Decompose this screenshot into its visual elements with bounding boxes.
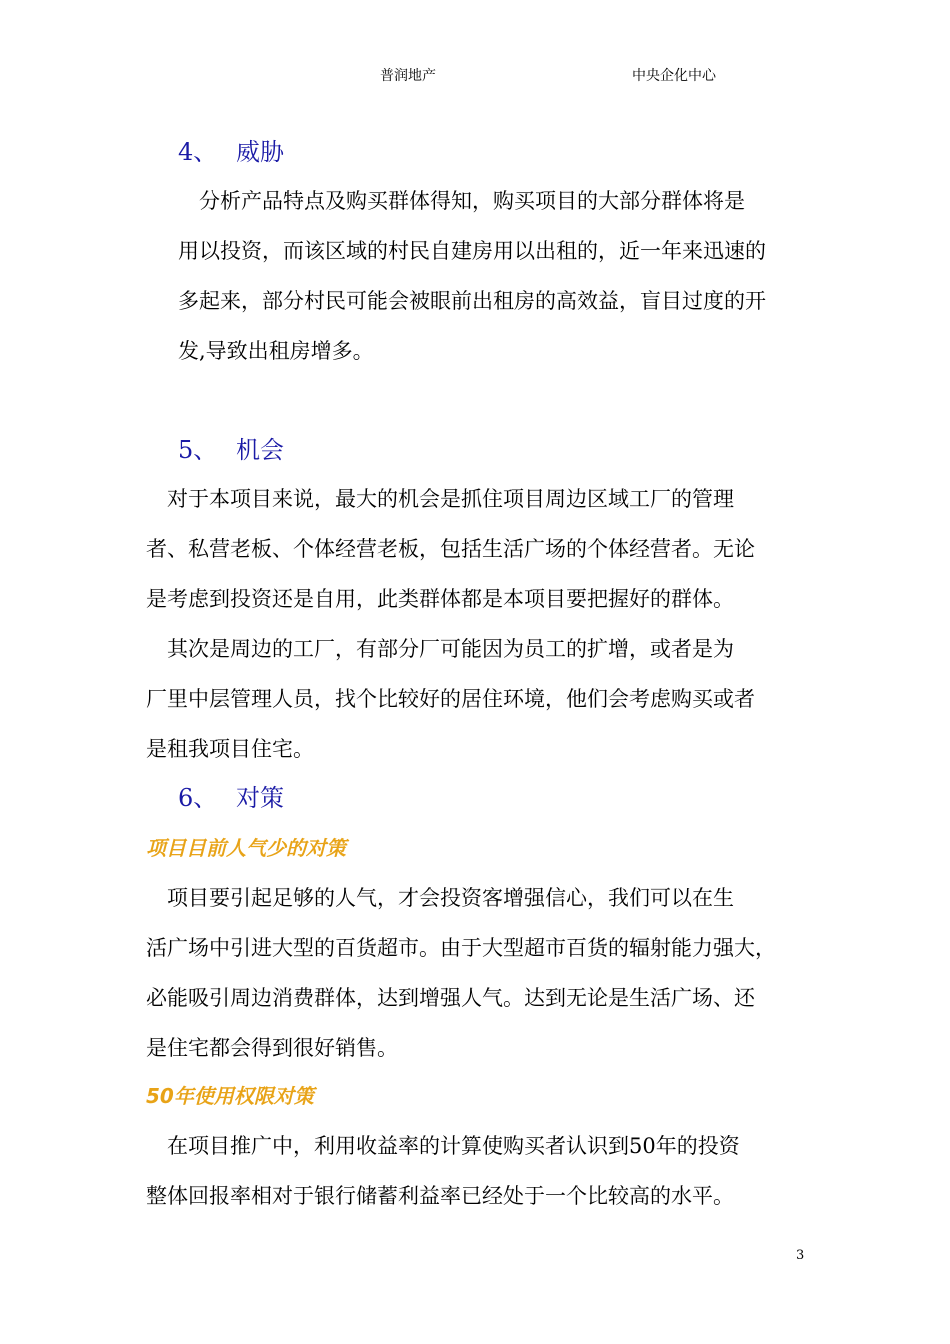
paragraph-line: 多起来，部分村民可能会被眼前出租房的高效益，盲目过度的开 <box>178 289 766 313</box>
paragraph-line: 是考虑到投资还是自用，此类群体都是本项目要把握好的群体。 <box>146 587 734 611</box>
section-5-number: 5、 <box>178 436 218 464</box>
popularity-paragraph <box>146 873 776 1073</box>
paragraph-line: 是租我项目住宅。 <box>146 737 314 761</box>
section-6-title: 对策 <box>236 784 284 812</box>
paragraph-line: 是住宅都会得到很好销售。 <box>146 1036 398 1060</box>
section-5-paragraph-1 <box>146 474 755 624</box>
paragraph-line: 整体回报率相对于银行储蓄利益率已经处于一个比较高的水平。 <box>146 1184 734 1208</box>
paragraph-line: 者、私营老板、个体经营老板，包括生活广场的个体经营者。无论 <box>146 537 755 561</box>
paragraph-line: 对于本项目来说，最大的机会是抓住项目周边区域工厂的管理 <box>146 487 734 511</box>
header-company: 普润地产 <box>380 68 436 84</box>
subheading-usage-rights: 50年使用权限对策 <box>146 1084 314 1108</box>
paragraph-line: 厂里中层管理人员，找个比较好的居住环境，他们会考虑购买或者 <box>146 687 755 711</box>
section-4-paragraph <box>178 176 766 376</box>
paragraph-line: 发,导致出租房增多。 <box>178 339 374 363</box>
section-4-title: 威胁 <box>236 138 284 166</box>
section-5-paragraph-2 <box>146 624 755 774</box>
paragraph-line: 用以投资，而该区域的村民自建房用以出租的，近一年来迅速的 <box>178 239 766 263</box>
section-6-number: 6、 <box>178 784 218 812</box>
section-6-heading <box>178 783 284 813</box>
paragraph-line: 必能吸引周边消费群体，达到增强人气。达到无论是生活广场、还 <box>146 986 755 1010</box>
section-5-heading <box>178 435 284 465</box>
paragraph-line: 活广场中引进大型的百货超市。由于大型超市百货的辐射能力强大， <box>146 936 776 960</box>
subheading-popularity: 项目目前人气少的对策 <box>146 836 346 860</box>
paragraph-line: 其次是周边的工厂，有部分厂可能因为员工的扩增，或者是为 <box>146 637 734 661</box>
paragraph-line: 在项目推广中，利用收益率的计算使购买者认识到50年的投资 <box>146 1134 740 1158</box>
paragraph-line: 分析产品特点及购买群体得知，购买项目的大部分群体将是 <box>178 189 745 213</box>
section-4-number: 4、 <box>178 138 218 166</box>
page-number: 3 <box>796 1248 805 1263</box>
section-5-title: 机会 <box>236 436 284 464</box>
paragraph-line: 项目要引起足够的人气，才会投资客增强信心，我们可以在生 <box>146 886 734 910</box>
section-4-heading <box>178 137 284 167</box>
header-department: 中央企化中心 <box>632 68 716 84</box>
usage-rights-paragraph <box>146 1121 740 1221</box>
